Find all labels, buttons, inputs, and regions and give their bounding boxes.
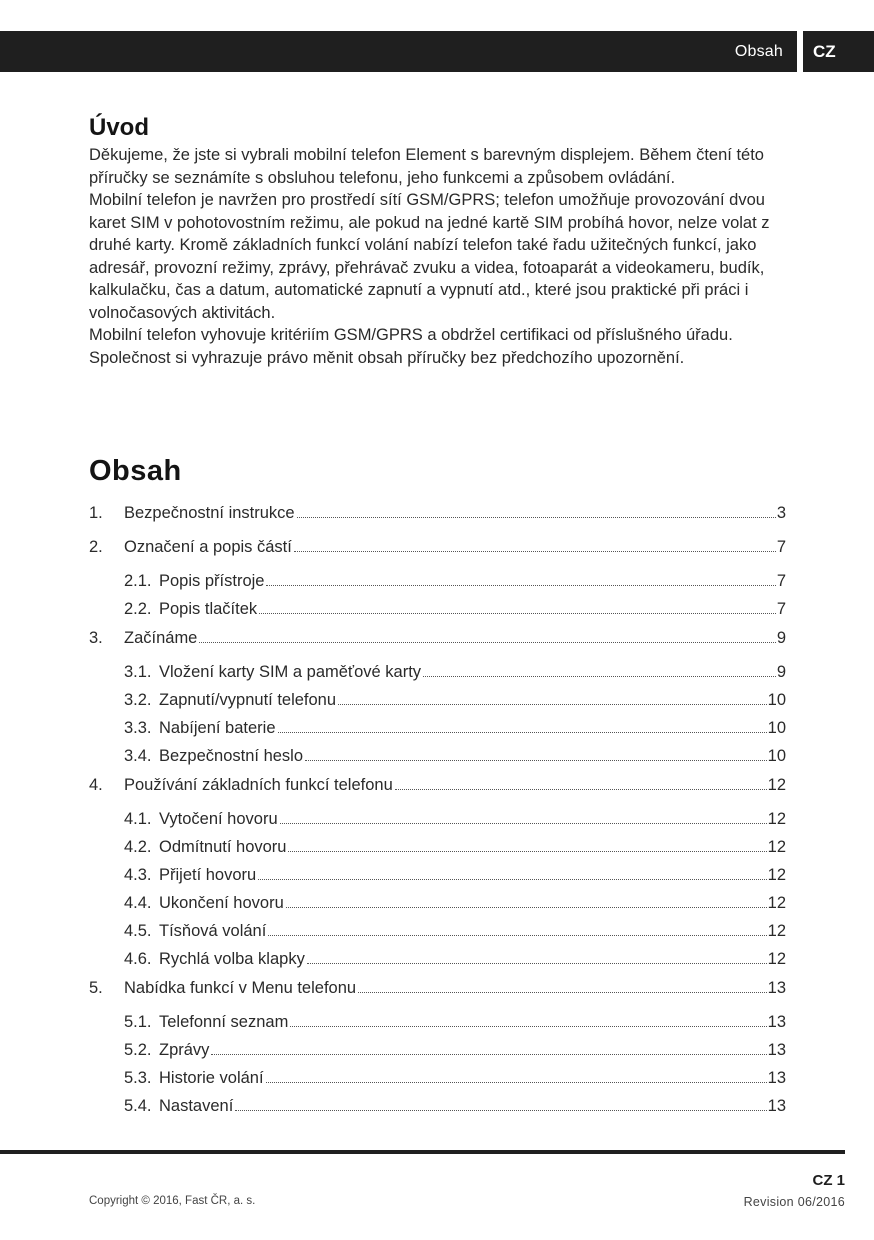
toc-entry[interactable] xyxy=(124,747,786,771)
toc-leader xyxy=(266,1082,767,1083)
toc-page: 13 xyxy=(767,1069,786,1087)
toc-number: 5. xyxy=(89,979,103,997)
toc-heading: Obsah xyxy=(89,455,182,487)
toc-entry[interactable] xyxy=(124,838,786,862)
toc-entry[interactable] xyxy=(124,663,786,687)
toc-number: 3.2. xyxy=(124,691,152,709)
toc-page: 12 xyxy=(767,810,786,828)
toc-entry[interactable] xyxy=(89,776,786,800)
toc-page: 13 xyxy=(767,1041,786,1059)
toc-number: 3.3. xyxy=(124,719,152,737)
toc-label: Nastavení xyxy=(159,1097,234,1115)
revision-label: Revision 06/2016 xyxy=(743,1195,845,1209)
toc-label: Tísňová volání xyxy=(159,922,267,940)
toc-entry[interactable] xyxy=(124,600,786,624)
intro-paragraph: Děkujeme, že jste si vybrali mobilní telefon Element s barevným displejem. Během čtení této příručky se seznámíte s obsluhou telefonu, jeho funkcemi a způsobem ovládání. xyxy=(89,146,764,187)
toc-entry[interactable] xyxy=(124,950,786,974)
toc-number: 2. xyxy=(89,538,103,556)
toc-leader xyxy=(266,585,775,586)
toc-leader xyxy=(423,676,776,677)
toc-entry[interactable] xyxy=(124,866,786,890)
toc-page: 10 xyxy=(767,691,786,709)
toc-number: 4.5. xyxy=(124,922,152,940)
toc-number: 4.1. xyxy=(124,810,152,828)
toc-leader xyxy=(305,760,767,761)
toc-leader xyxy=(358,992,767,993)
toc-page: 9 xyxy=(776,629,786,647)
intro-text xyxy=(89,144,789,369)
toc-page: 7 xyxy=(776,572,786,590)
intro-paragraph: Mobilní telefon vyhovuje kritériím GSM/GPRS a obdržel certifikaci od příslušného úřadu. xyxy=(89,326,733,344)
toc-page: 10 xyxy=(767,719,786,737)
toc-entry[interactable] xyxy=(124,719,786,743)
toc-page: 12 xyxy=(767,894,786,912)
toc-label: Bezpečnostní heslo xyxy=(159,747,304,765)
toc-number: 5.1. xyxy=(124,1013,152,1031)
toc-page: 12 xyxy=(767,776,786,794)
toc-leader xyxy=(297,517,776,518)
toc-entry[interactable] xyxy=(89,504,786,528)
toc-label: Odmítnutí hovoru xyxy=(159,838,287,856)
toc-entry[interactable] xyxy=(124,1013,786,1037)
toc-number: 5.4. xyxy=(124,1097,152,1115)
toc-label: Přijetí hovoru xyxy=(159,866,257,884)
toc-leader xyxy=(288,851,766,852)
toc-entry[interactable] xyxy=(124,894,786,918)
toc-leader xyxy=(280,823,767,824)
toc-leader xyxy=(290,1026,766,1027)
toc-label: Používání základních funkcí telefonu xyxy=(124,776,393,794)
toc-label: Popis přístroje xyxy=(159,572,265,590)
intro-paragraph: Společnost si vyhrazuje právo měnit obsah příručky bez předchozího upozornění. xyxy=(89,348,685,367)
toc-number: 2.2. xyxy=(124,600,152,618)
language-badge: CZ xyxy=(803,31,874,72)
toc-label: Nabíjení baterie xyxy=(159,719,276,737)
toc-leader xyxy=(395,789,767,790)
toc-number: 3.4. xyxy=(124,747,152,765)
toc-entry[interactable] xyxy=(124,572,786,596)
toc-page: 7 xyxy=(776,538,786,556)
toc-leader xyxy=(235,1110,766,1111)
toc-label: Zprávy xyxy=(159,1041,210,1059)
toc-number: 4.2. xyxy=(124,838,152,856)
toc-number: 4.3. xyxy=(124,866,152,884)
toc-leader xyxy=(211,1054,766,1055)
intro-paragraph: Mobilní telefon je navržen pro prostředí sítí GSM/GPRS; telefon umožňuje provozování dvou karet SIM v pohotovostním režimu, ale pokud na jedné kartě SIM probíhá hovor, nelze volat z druhé karty. Kromě základních funkcí volání nabízí telefon také řadu užitečných funkcí, jako adresář, provozní režimy, zprávy, přehrávač zvuku a videa, fotoaparát a videokameru, budík, kalkulačku, čas a datum, automatické zapnutí a vypnutí atd., které jsou praktické při práci i volnočasových aktivitách. xyxy=(89,191,770,322)
toc-entry[interactable] xyxy=(89,538,786,562)
toc-page: 12 xyxy=(767,950,786,968)
toc-number: 4. xyxy=(89,776,103,794)
page-content xyxy=(89,112,789,1115)
toc-entry[interactable] xyxy=(89,979,786,1003)
toc-leader xyxy=(278,732,767,733)
toc-page: 12 xyxy=(767,838,786,856)
toc-label: Popis tlačítek xyxy=(159,600,258,618)
intro-heading: Úvod xyxy=(89,114,149,141)
toc-page: 13 xyxy=(767,979,786,997)
page-number: CZ 1 xyxy=(812,1172,845,1189)
toc-page: 3 xyxy=(776,504,786,522)
toc-entry[interactable] xyxy=(124,1041,786,1065)
toc-entry[interactable] xyxy=(124,1097,786,1121)
toc-page: 9 xyxy=(776,663,786,681)
toc-label: Rychlá volba klapky xyxy=(159,950,305,968)
toc-number: 5.3. xyxy=(124,1069,152,1087)
toc-leader xyxy=(294,551,776,552)
toc-label: Nabídka funkcí v Menu telefonu xyxy=(124,979,357,997)
toc-number: 5.2. xyxy=(124,1041,152,1059)
toc-label: Zapnutí/vypnutí telefonu xyxy=(159,691,337,709)
toc-number: 1. xyxy=(89,504,103,522)
toc-label: Vytočení hovoru xyxy=(159,810,278,828)
toc-label: Začínáme xyxy=(124,629,198,647)
toc-entry[interactable] xyxy=(89,629,786,653)
toc-label: Ukončení hovoru xyxy=(159,894,284,912)
toc-entry[interactable] xyxy=(124,1069,786,1093)
toc-number: 4.4. xyxy=(124,894,152,912)
header-bar xyxy=(0,31,797,72)
toc-label: Označení a popis částí xyxy=(124,538,292,556)
toc-page: 10 xyxy=(767,747,786,765)
toc-number: 3. xyxy=(89,629,103,647)
toc-label: Telefonní seznam xyxy=(159,1013,289,1031)
toc-number: 4.6. xyxy=(124,950,152,968)
toc-number: 3.1. xyxy=(124,663,152,681)
toc-label: Historie volání xyxy=(159,1069,264,1087)
toc-page: 12 xyxy=(767,866,786,884)
toc-page: 13 xyxy=(767,1013,786,1031)
toc-page: 7 xyxy=(776,600,786,618)
toc-page: 13 xyxy=(767,1097,786,1115)
toc-label: Vložení karty SIM a paměťové karty xyxy=(159,663,422,681)
footer-divider xyxy=(0,1150,845,1154)
section-title: Obsah xyxy=(734,43,783,60)
toc-entry[interactable] xyxy=(124,922,786,946)
toc-leader xyxy=(199,642,775,643)
copyright-notice: Copyright © 2016, Fast ČR, a. s. xyxy=(89,1195,256,1207)
toc-leader xyxy=(268,935,766,936)
toc-entry[interactable] xyxy=(124,810,786,834)
toc-page: 12 xyxy=(767,922,786,940)
toc-leader xyxy=(259,613,776,614)
toc-number: 2.1. xyxy=(124,572,152,590)
toc-leader xyxy=(338,704,767,705)
toc-label: Bezpečnostní instrukce xyxy=(124,504,295,522)
toc-leader xyxy=(286,907,767,908)
toc-leader xyxy=(258,879,766,880)
toc-entry[interactable] xyxy=(124,691,786,715)
toc-leader xyxy=(307,963,767,964)
